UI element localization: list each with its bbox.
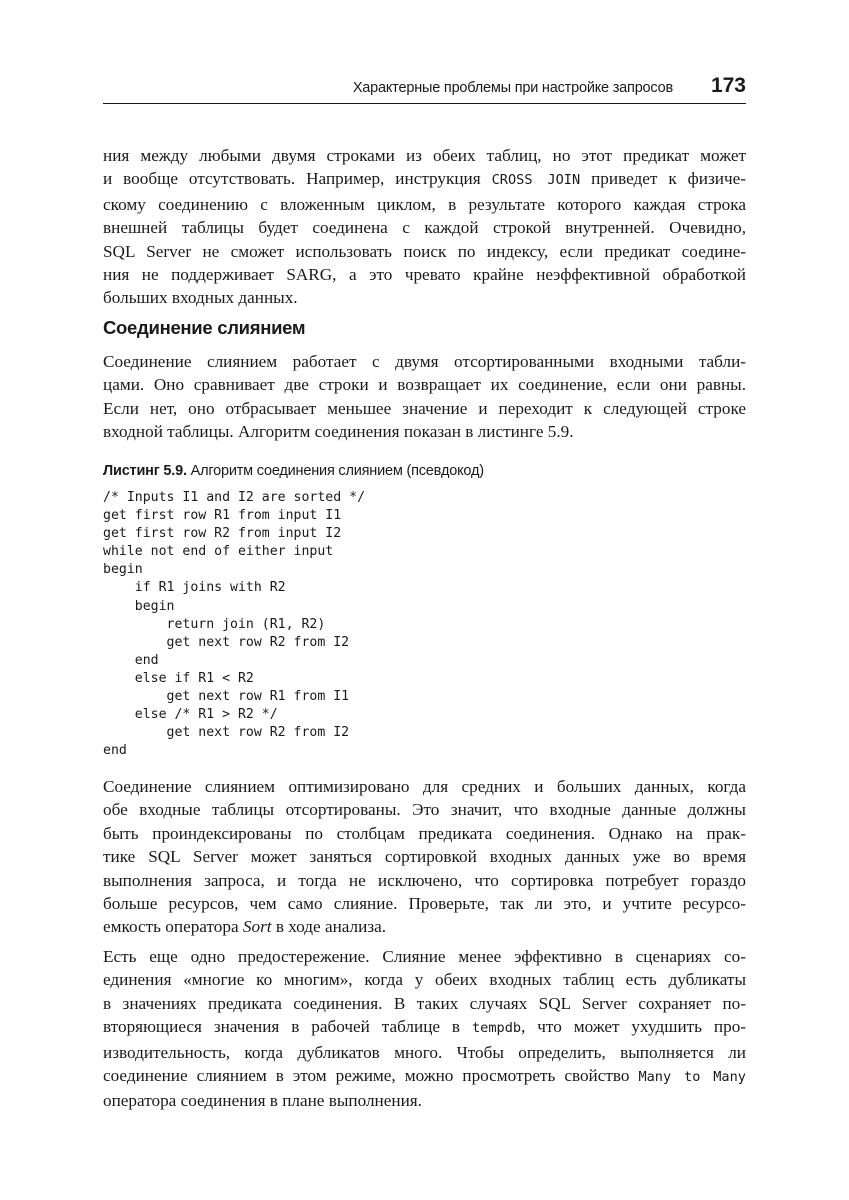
code-line: while not end of either input bbox=[103, 544, 334, 560]
inline-code: Many to Many bbox=[638, 1069, 746, 1086]
code-line: end bbox=[103, 743, 127, 759]
paragraph-merge-join-optimization bbox=[103, 775, 746, 939]
text-line: выполнения запроса, и тогда не исключено, что сортировка потребует гораздо bbox=[103, 870, 746, 890]
code-line: begin bbox=[103, 562, 143, 578]
code-line: get next row R2 from I2 bbox=[103, 725, 350, 741]
text-line: обе входные таблицы отсортированы. Это значит, что входные данные должны bbox=[103, 800, 746, 820]
text-line: ния между любыми двумя строками из обеих таблиц, но этот предикат может bbox=[103, 146, 746, 165]
code-line: get next row R1 from I1 bbox=[103, 689, 350, 705]
code-line: else /* R1 > R2 */ bbox=[103, 707, 278, 723]
section-heading: Соединение слиянием bbox=[103, 317, 306, 338]
text-line: ния не поддерживает SARG, а это чревато крайне неэффективной обработкой bbox=[103, 265, 746, 285]
text-line: Есть еще одно предостережение. Слияние менее эффективно в сценариях со- bbox=[103, 947, 746, 966]
code-line: else if R1 < R2 bbox=[103, 670, 254, 686]
text-line: больших входных данных. bbox=[103, 288, 298, 308]
code-line: if R1 joins with R2 bbox=[103, 580, 286, 596]
text-line: единения «многие ко многим», когда у обеих входных таблиц есть дубликаты bbox=[103, 970, 746, 990]
text-line: быть проиндексированы по столбцам предиката соединения. Однако на прак- bbox=[103, 823, 746, 843]
header-rule bbox=[103, 103, 746, 104]
text-line: SQL Server не сможет использовать поиск по индексу, если предикат соедине- bbox=[103, 241, 746, 261]
listing-title: Алгоритм соединения слиянием (псевдокод) bbox=[186, 463, 484, 479]
text-line: Если нет, оно отбрасывает меньшее значение и переходит к следующей строке bbox=[103, 398, 746, 418]
inline-code: tempdb bbox=[471, 1020, 522, 1037]
text-line: в значениях предиката соединения. В таких случаях SQL Server сохраняет по- bbox=[103, 993, 746, 1013]
code-listing bbox=[103, 489, 365, 760]
listing-caption bbox=[103, 463, 484, 479]
text-line: Соединение слиянием оптимизировано для средних и больших данных, когда bbox=[103, 777, 746, 796]
text-line: Соединение слиянием работает с двумя отсортированными входными табли- bbox=[103, 352, 746, 371]
text-line: оператора соединения в плане выполнения. bbox=[103, 1091, 422, 1111]
code-line: get first row R2 from input I2 bbox=[103, 526, 342, 542]
code-line: return join (R1, R2) bbox=[103, 616, 326, 632]
code-line: /* Inputs I1 and I2 are sorted */ bbox=[103, 490, 366, 505]
code-line: begin bbox=[103, 598, 175, 614]
text-line: тике SQL Server может заняться сортировкой входных данных уже во время bbox=[103, 847, 746, 867]
text-line: скому соединению с вложенным циклом, в результате которого каждая строка bbox=[103, 194, 746, 214]
text-line: изводительность, когда дубликатов много. Чтобы определить, выполняется ли bbox=[103, 1042, 746, 1062]
code-line: end bbox=[103, 652, 159, 668]
text-line: больше ресурсов, чем само слияние. Проверьте, так ли это, и учтите ресурсо- bbox=[103, 894, 746, 914]
paragraph-cross-join bbox=[103, 144, 746, 310]
running-header bbox=[103, 74, 746, 102]
page-number: 173 bbox=[710, 74, 746, 97]
running-title: Характерные проблемы при настройке запросов bbox=[352, 80, 673, 96]
paragraph-many-to-many bbox=[103, 945, 746, 1113]
operator-name: Sort bbox=[242, 917, 272, 937]
text-line: вторяющиеся значения в рабочей таблице в tempdb, что может ухудшить про- bbox=[103, 1017, 747, 1037]
listing-label: Листинг 5.9. bbox=[103, 463, 187, 479]
text-line: соединение слиянием в этом режиме, можно просмотреть свойство Many to Many bbox=[103, 1066, 746, 1086]
text-line: и вообще отсутствовать. Например, инструкция CROSS JOIN приведет к физиче- bbox=[103, 169, 746, 189]
code-line: get first row R1 from input I1 bbox=[103, 508, 342, 524]
paragraph-merge-join-intro bbox=[103, 350, 746, 444]
text-line: емкость оператора Sort в ходе анализа. bbox=[103, 917, 387, 937]
code-line: get next row R2 from I2 bbox=[103, 634, 350, 650]
text-line: входной таблицы. Алгоритм соединения показан в листинге 5.9. bbox=[103, 422, 574, 442]
inline-code: CROSS JOIN bbox=[491, 172, 581, 189]
text-line: внешней таблицы будет соединена с каждой строкой внутренней. Очевидно, bbox=[103, 218, 746, 238]
text-line: цами. Оно сравнивает две строки и возвращает их соединение, если они равны. bbox=[103, 375, 746, 395]
